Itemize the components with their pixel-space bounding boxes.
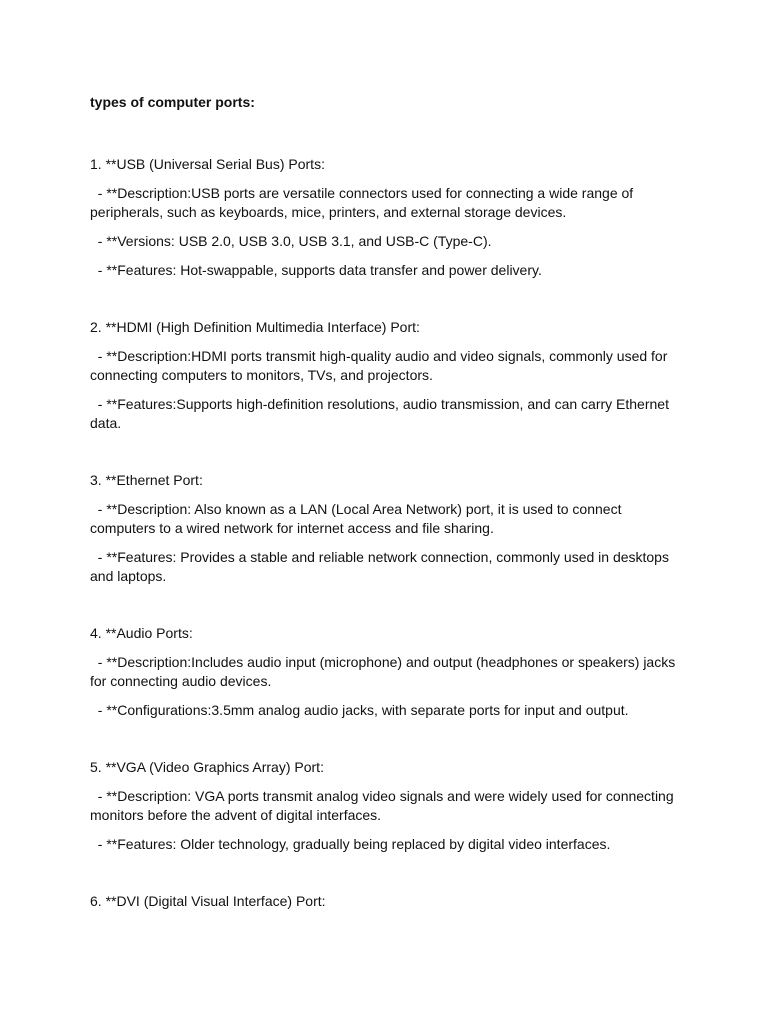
section-usb — [90, 155, 690, 280]
paragraph-indent — [90, 233, 98, 249]
section-paragraph: - **Description: VGA ports transmit analog video signals and were widely used for connecting monitors before the advent of digital interfaces. — [90, 788, 674, 823]
section-paragraph: - **Description:Includes audio input (microphone) and output (headphones or speakers) jacks for connecting audio devices. — [90, 654, 676, 689]
section-hdmi — [90, 318, 690, 433]
section-paragraph: - **Features: Hot-swappable, supports data transfer and power delivery. — [90, 261, 690, 280]
paragraph-indent — [90, 262, 98, 278]
paragraph-indent — [90, 348, 98, 364]
section-paragraph: - **Description: Also known as a LAN (Local Area Network) port, it is used to connect computers to a wired network for internet access and file sharing. — [90, 501, 622, 536]
section-ethernet — [90, 471, 690, 586]
paragraph-indent — [90, 185, 98, 201]
paragraph-indent — [90, 836, 98, 852]
document-body — [90, 93, 690, 911]
document-title: types of computer ports: — [90, 94, 255, 110]
section-paragraph: - **Features: Provides a stable and reliable network connection, commonly used in desktops and laptops. — [90, 549, 669, 584]
section-paragraph: - **Versions: USB 2.0, USB 3.0, USB 3.1, and USB-C (Type-C). — [90, 232, 690, 251]
paragraph-indent — [90, 788, 98, 804]
section-paragraph: - **Features:Supports high-definition resolutions, audio transmission, and can carry Ethernet data. — [90, 396, 669, 431]
paragraph-indent — [90, 549, 98, 565]
section-paragraph: - **Description:USB ports are versatile connectors used for connecting a wide range of peripherals, such as keyboards, mice, printers, and external storage devices. — [90, 185, 634, 220]
section-paragraph: - **Configurations:3.5mm analog audio jacks, with separate ports for input and output. — [90, 701, 690, 720]
section-heading: 1. **USB (Universal Serial Bus) Ports: — [90, 156, 325, 172]
paragraph-indent — [90, 396, 98, 412]
paragraph-indent — [90, 654, 98, 670]
section-vga — [90, 758, 690, 854]
section-heading: 2. **HDMI (High Definition Multimedia Interface) Port: — [90, 319, 420, 335]
section-paragraph: - **Description:HDMI ports transmit high-quality audio and video signals, commonly used for connecting computers to monitors, TVs, and projectors. — [90, 348, 668, 383]
section-audio — [90, 624, 690, 720]
section-heading: 5. **VGA (Video Graphics Array) Port: — [90, 759, 324, 775]
section-dvi — [90, 892, 690, 911]
paragraph-indent — [90, 501, 98, 517]
section-heading: 6. **DVI (Digital Visual Interface) Port: — [90, 893, 326, 909]
section-heading: 4. **Audio Ports: — [90, 625, 193, 641]
section-heading: 3. **Ethernet Port: — [90, 472, 203, 488]
paragraph-indent — [90, 702, 98, 718]
section-paragraph: - **Features: Older technology, gradually being replaced by digital video interfaces. — [90, 835, 690, 854]
